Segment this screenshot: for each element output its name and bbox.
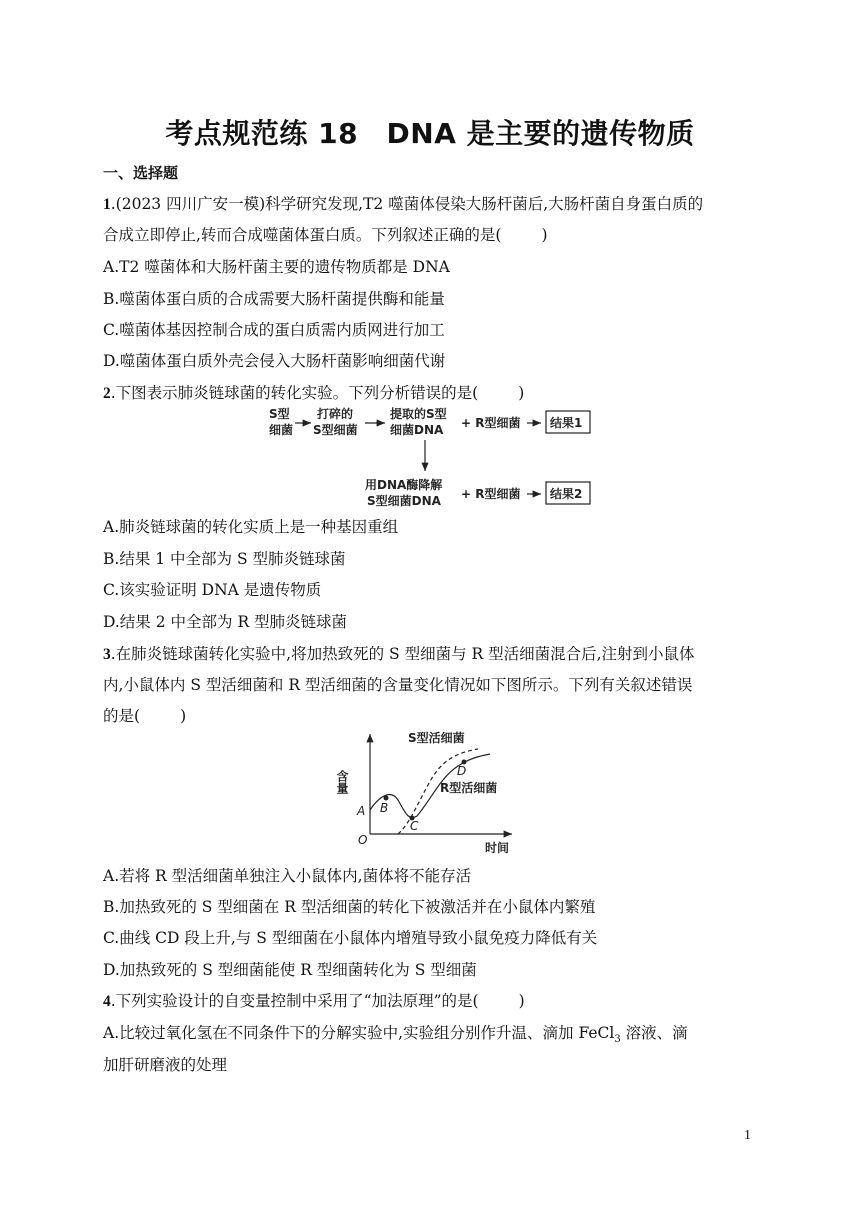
diagram-result2: 结果2 (550, 487, 583, 501)
r-bacteria-label: R型活细菌 (440, 781, 498, 795)
q1-stem-line1 (103, 192, 703, 214)
y-axis-label: 含量 (335, 770, 349, 794)
q3-number: 3 (103, 646, 111, 663)
q3-stem-line1 (103, 642, 695, 664)
q3-stem-line3 (103, 704, 186, 726)
q4-option-a-line1 (103, 1021, 688, 1045)
q1-option-d: D.噬菌体蛋白质外壳会侵入大肠杆菌影响细菌代谢 (103, 352, 446, 370)
q4-number: 4 (103, 993, 111, 1010)
q1-option-c: C.噬菌体基因控制合成的蛋白质需内质网进行加工 (103, 321, 445, 339)
q2-paren-close: ) (518, 384, 525, 402)
q1-number: 1 (103, 196, 111, 213)
q1-option-a: A.T2 噬菌体和大肠杆菌主要的遗传物质都是 DNA (103, 258, 450, 276)
q4-option-a-text-2: 溶液、滴 (620, 1024, 688, 1042)
q3-stem-line2: 内,小鼠体内 S 型活细菌和 R 型活细菌的含量变化情况如下图所示。下列有关叙述错误 (103, 676, 693, 694)
diagram-s-bacteria-line2: 细菌 (269, 423, 294, 437)
q4-option-a-text: A.比较过氧化氢在不同条件下的分解实验中,实验组分别作升温、滴加 FeCl (103, 1024, 615, 1042)
diagram-result1: 结果1 (550, 416, 583, 430)
q4-option-a-line2: 加肝研磨液的处理 (103, 1056, 228, 1074)
q4-subscript: 3 (614, 1034, 621, 1046)
diagram-plus-r1: + R型细菌 (461, 416, 521, 430)
q2-option-c: C.该实验证明 DNA 是遗传物质 (103, 581, 322, 599)
q3-option-c: C.曲线 CD 段上升,与 S 型细菌在小鼠体内增殖导致小鼠免疫力降低有关 (103, 929, 598, 947)
q2-stem (103, 381, 524, 403)
q4-stem (103, 989, 525, 1011)
diagram-extracted-line2: 细菌DNA (390, 423, 444, 437)
q1-text-2: 合成立即停止,转而合成噬菌体蛋白质。下列叙述正确的是( (103, 226, 502, 244)
q3-option-a: A.若将 R 型活细菌单独注入小鼠体内,菌体将不能存活 (103, 867, 472, 885)
diagram-dnase-line1: 用DNA酶降解 (365, 478, 443, 492)
diagram-dnase-line2: S型细菌DNA (367, 494, 441, 508)
q4-text: .下列实验设计的自变量控制中采用了“加法原理”的是( (110, 992, 479, 1010)
diagram-plus-r2: + R型细菌 (461, 487, 521, 501)
s-bacteria-label: S型活细菌 (408, 731, 465, 745)
q2-number: 2 (103, 385, 111, 402)
diagram-s-bacteria-line1: S型 (269, 407, 290, 421)
q4-paren-close: ) (518, 992, 525, 1010)
bacteria-content-graph (335, 728, 525, 856)
point-c-label: C (410, 819, 419, 833)
q2-option-d: D.结果 2 中全部为 R 型肺炎链球菌 (103, 613, 348, 631)
q3-option-d: D.加热致死的 S 型细菌能使 R 型细菌转化为 S 型细菌 (103, 961, 477, 979)
q2-text: .下图表示肺炎链球菌的转化实验。下列分析错误的是( (110, 384, 479, 402)
q2-option-b: B.结果 1 中全部为 S 型肺炎链球菌 (103, 550, 346, 568)
q1-text-1: .(2023 四川广安一模)科学研究发现,T2 噬菌体侵染大肠杆菌后,大肠杆菌自身蛋白质的 (110, 195, 704, 213)
page-title: 考点规范练 18 DNA 是主要的遗传物质 (165, 117, 695, 150)
q3-text-3: 的是( (103, 707, 141, 725)
diagram-crushed-line2: S型细菌 (313, 423, 358, 437)
q3-paren-close: ) (180, 707, 187, 725)
section-heading: 一、选择题 (103, 164, 179, 182)
diagram-extracted-line1: 提取的S型 (390, 407, 447, 421)
point-b-label: B (380, 801, 389, 815)
point-d-label: D (457, 764, 467, 778)
origin-label: O (358, 833, 368, 847)
q1-option-b: B.噬菌体蛋白质的合成需要大肠杆菌提供酶和能量 (103, 290, 445, 308)
diagram-crushed-line1: 打碎的 (317, 407, 354, 421)
q1-stem-line2 (103, 223, 548, 245)
point-b-marker (384, 796, 389, 801)
transformation-diagram (255, 403, 600, 513)
q2-option-a: A.肺炎链球菌的转化实质上是一种基因重组 (103, 518, 399, 536)
q3-option-b: B.加热致死的 S 型细菌在 R 型活细菌的转化下被激活并在小鼠体内繁殖 (103, 898, 596, 916)
x-axis-label: 时间 (485, 841, 510, 855)
q3-text-1: .在肺炎链球菌转化实验中,将加热致死的 S 型细菌与 R 型活细菌混合后,注射到小鼠体 (110, 645, 695, 663)
point-a-label: A (357, 804, 366, 818)
q1-paren-close: ) (541, 226, 548, 244)
page-number: 1 (744, 1128, 751, 1143)
